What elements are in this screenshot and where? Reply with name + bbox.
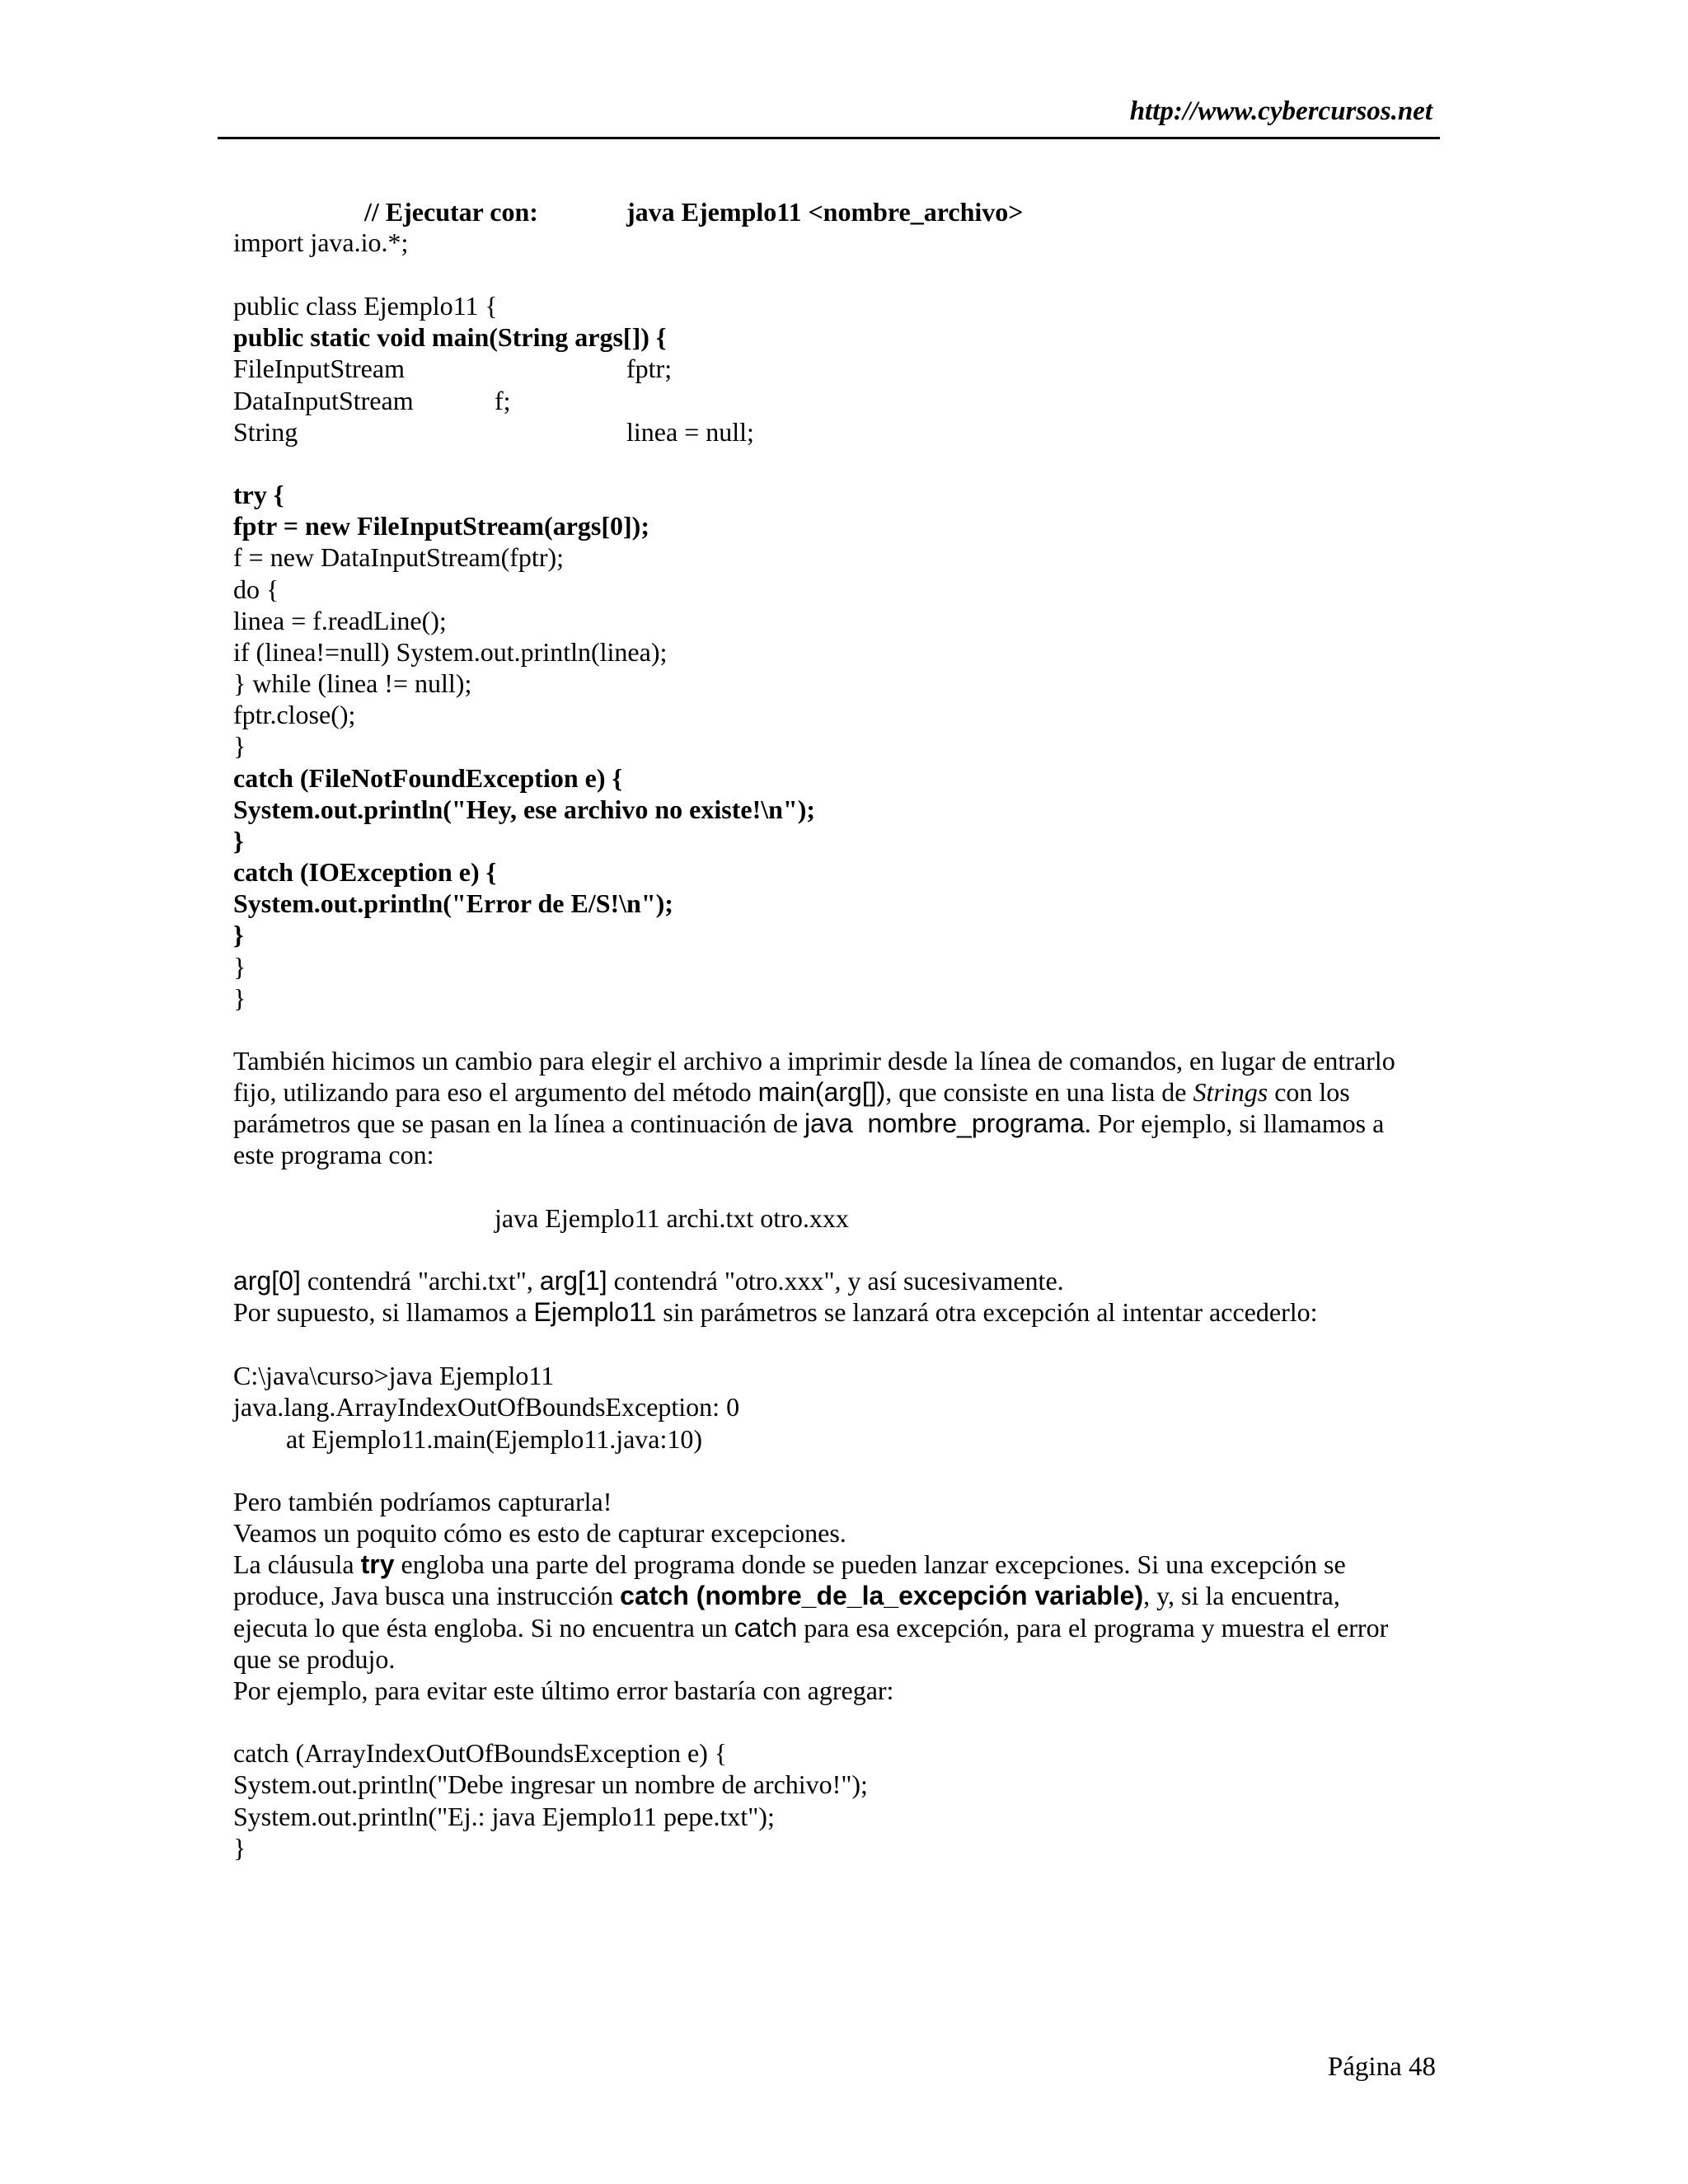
code-brace: } bbox=[233, 731, 246, 761]
code-print-error: System.out.println("Error de E/S!\n"); bbox=[233, 888, 673, 918]
console-line3: at Ejemplo11.main(Ejemplo11.java:10) bbox=[286, 1424, 703, 1454]
code-readline: linea = f.readLine(); bbox=[233, 606, 447, 635]
console-line2: java.lang.ArrayIndexOutOfBoundsException: 0 bbox=[233, 1392, 740, 1422]
para3-line6: que se produjo. bbox=[233, 1644, 396, 1674]
para2-line1: arg[0] contendrá "archi.txt", arg[1] contendrá "otro.xxx", y así sucesivamente. bbox=[233, 1266, 1064, 1296]
code2-print1: System.out.println("Debe ingresar un nombre de archivo!"); bbox=[233, 1769, 868, 1799]
para3-line2: Veamos un poquito cómo es esto de capturar excepciones. bbox=[233, 1518, 846, 1548]
code-decl2-name: f; bbox=[495, 386, 511, 415]
code-print-noexiste: System.out.println("Hey, ese archivo no existe!\n"); bbox=[233, 794, 815, 824]
code-comment: // Ejecutar con: bbox=[364, 197, 538, 227]
code-catch-filenotfound: catch (FileNotFoundException e) { bbox=[233, 763, 623, 793]
code-brace: } bbox=[233, 920, 244, 949]
code-do-open: do { bbox=[233, 574, 279, 604]
code-decl3-name: linea = null; bbox=[626, 417, 754, 447]
code2-catch: catch (ArrayIndexOutOfBoundsException e) { bbox=[233, 1738, 728, 1768]
para1-line2: fijo, utilizando para eso el argumento del método main(arg[]), que consiste en una lista de Strings con los bbox=[233, 1077, 1350, 1107]
code-class-decl: public class Ejemplo11 { bbox=[233, 291, 498, 321]
code-f-new: f = new DataInputStream(fptr); bbox=[233, 542, 565, 572]
para2-line2: Por supuesto, si llamamos a Ejemplo11 sin parámetros se lanzará otra excepción al intentar accederlo: bbox=[233, 1297, 1318, 1327]
code-import: import java.io.*; bbox=[233, 227, 409, 257]
code-main-decl: public static void main(String args[]) { bbox=[233, 322, 667, 352]
page-number: Página 48 bbox=[1327, 2052, 1436, 2082]
code-brace: } bbox=[233, 826, 244, 855]
code-while-close: } while (linea != null); bbox=[233, 668, 472, 698]
console-line1: C:\java\curso>java Ejemplo11 bbox=[233, 1361, 555, 1390]
para3-line4: produce, Java busca una instrucción catch (nombre_de_la_excepción variable), y, si la encuentra, bbox=[233, 1581, 1340, 1610]
code-try-open: try { bbox=[233, 480, 284, 509]
para1-line4: este programa con: bbox=[233, 1140, 434, 1169]
code-decl2-type: DataInputStream bbox=[233, 386, 414, 415]
header-rule bbox=[218, 137, 1440, 139]
para1-line3: parámetros que se pasan en la línea a continuación de java nombre_programa. Por ejemplo, si llamamos a bbox=[233, 1108, 1385, 1138]
para3-line5: ejecuta lo que ésta engloba. Si no encuentra un catch para esa excepción, para el programa y muestra el error bbox=[233, 1613, 1389, 1643]
code-if-print: if (linea!=null) System.out.println(linea); bbox=[233, 637, 668, 667]
code-fptr-new: fptr = new FileInputStream(args[0]); bbox=[233, 511, 649, 541]
code-comment-command: java Ejemplo11 <nombre_archivo> bbox=[626, 197, 1024, 227]
code2-print2: System.out.println("Ej.: java Ejemplo11 pepe.txt"); bbox=[233, 1802, 775, 1831]
code-brace: } bbox=[233, 952, 246, 982]
code-brace: } bbox=[233, 983, 246, 1013]
code-close-call: fptr.close(); bbox=[233, 700, 356, 729]
para1-line1: También hicimos un cambio para elegir el archivo a imprimir desde la línea de comandos, en lugar de entrarlo bbox=[233, 1046, 1395, 1076]
code-decl1-name: fptr; bbox=[626, 354, 673, 383]
para3-line7: Por ejemplo, para evitar este último error bastaría con agregar: bbox=[233, 1675, 894, 1705]
example-command: java Ejemplo11 archi.txt otro.xxx bbox=[495, 1203, 849, 1233]
header-url: http://www.cybercursos.net bbox=[1129, 96, 1432, 126]
code-catch-ioexception: catch (IOException e) { bbox=[233, 857, 497, 887]
code2-brace: } bbox=[233, 1833, 246, 1863]
code-decl1-type: FileInputStream bbox=[233, 354, 405, 383]
para3-line3: La cláusula try engloba una parte del programa donde se pueden lanzar excepciones. Si una excepción se bbox=[233, 1549, 1346, 1579]
para3-line1: Pero también podríamos capturarla! bbox=[233, 1487, 612, 1516]
code-decl3-type: String bbox=[233, 417, 298, 447]
